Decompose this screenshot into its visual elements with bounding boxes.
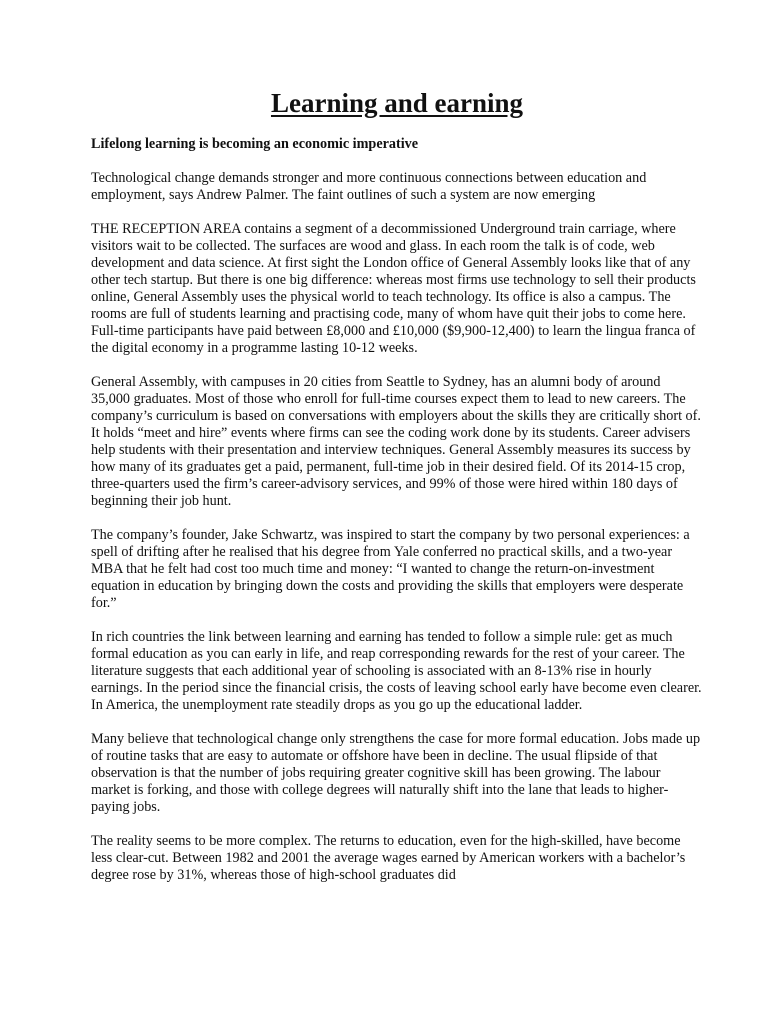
paragraph-reception-area: THE RECEPTION AREA contains a segment of a decommissioned Underground train carriage, where visitors wait to be collected. The surfaces are wood and glass. In each room the talk is of code, web development and data science. At first sight the London office of General Assembly looks like that of any other tech startup. But there is one big difference: whereas most firms use technology to sell their products online, General Assembly uses the physical world to teach technology. Its office is also a campus. The rooms are full of students learning and practising code, many of whom have quit their jobs to come here. Full-time participants have paid between £8,000 and £10,000 ($9,900-12,400) to learn the lingua franca of the digital economy in a programme lasting 10-12 weeks. <box>91 221 696 356</box>
paragraph-general-assembly: General Assembly, with campuses in 20 cities from Seattle to Sydney, has an alumni body of around 35,000 graduates. Most of those who enroll for full-time courses expect them to lead to new careers. The company’s curriculum is based on conversations with employers about the skills they are critically short of. It holds “meet and hire” events where firms can see the coding work done by its students. Career advisers help students with their presentation and interview techniques. General Assembly measures its success by how many of its graduates get a paid, permanent, full-time job in their desired field. Of its 2014-15 crop, three-quarters used the firm’s career-advisory services, and 99% of those were hired within 180 days of beginning their job hunt. <box>91 374 701 509</box>
paragraph-reality: The reality seems to be more complex. The returns to education, even for the high-skilled, have become less clear-cut. Between 1982 and 2001 the average wages earned by American workers with a bachelor’s degree rose by 31%, whereas those of high-school graduates did <box>91 833 686 883</box>
document-subtitle: Lifelong learning is becoming an economic imperative <box>91 136 419 152</box>
document-title: Learning and earning <box>270 88 524 118</box>
document-page <box>91 86 703 901</box>
paragraph-technological-change: Many believe that technological change only strengthens the case for more formal education. Jobs made up of routine tasks that are easy to automate or offshore have been in decline. The usual flipside of that observation is that the number of jobs requiring greater cognitive skill has been growing. The labour market is forking, and those with college degrees will naturally shift into the lane that leads to higher-paying jobs. <box>91 731 701 815</box>
paragraph-intro: Technological change demands stronger and more continuous connections between education and employment, says Andrew Palmer. The faint outlines of such a system are now emerging <box>91 170 647 203</box>
paragraph-founder: The company’s founder, Jake Schwartz, was inspired to start the company by two personal experiences: a spell of drifting after he realised that his degree from Yale conferred no practical skills, and a two-year MBA that he felt had cost too much time and money: “I wanted to change the return-on-investment equation in education by bringing down the costs and providing the skills that employers were desperate for.” <box>91 527 690 611</box>
paragraph-rich-countries: In rich countries the link between learning and earning has tended to follow a simple rule: get as much formal education as you can early in life, and reap corresponding rewards for the rest of your career. The literature suggests that each additional year of schooling is associated with an 8-13% rise in hourly earnings. In the period since the financial crisis, the costs of leaving school early have become even clearer. In America, the unemployment rate steadily drops as you go up the educational ladder. <box>91 629 702 713</box>
